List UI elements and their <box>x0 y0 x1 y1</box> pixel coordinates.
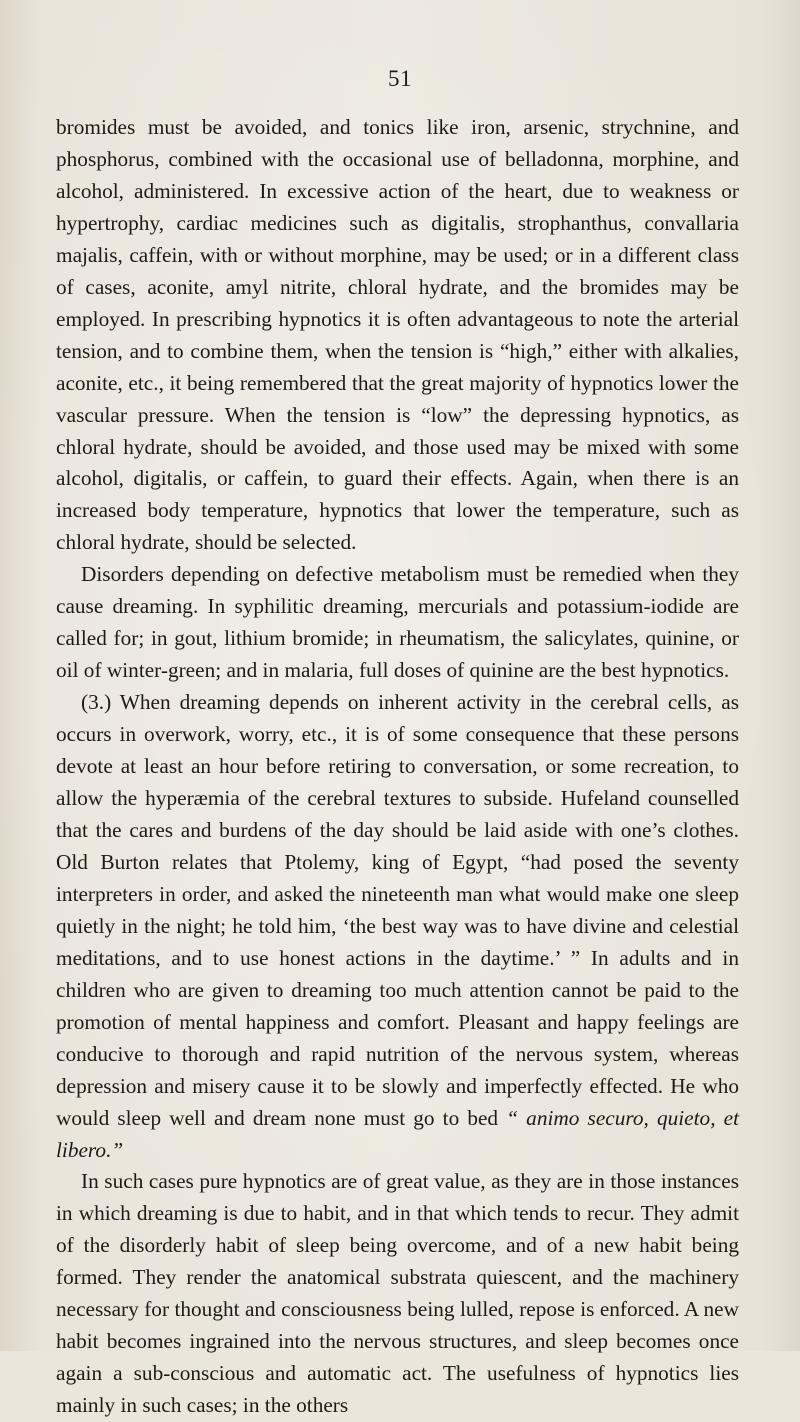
paragraph-4: In such cases pure hypnotics are of great value, as they are in those instances in which dreaming is due to habit, and in that which tends to recur. They admit of the disorderly habit of sleep being overcome, and of a new habit being formed. They render the anatomical substrata quiescent, and the machinery necessary for thought and consciousness being lulled, repose is enforced. A new habit becomes ingrained into the nervous structures, and sleep becomes once again a sub-conscious and automatic act. The usefulness of hypnotics lies mainly in such cases; in the others <box>56 1169 739 1418</box>
latin-quote: “ animo securo, quieto, et libero.” <box>56 1105 740 1162</box>
paragraph-3 <box>56 687 739 1166</box>
paragraph-2: Disorders depending on defective metabolism must be remedied when they cause dreaming. In syphilitic dreaming, mercurials and potassium-iodide are called for; in gout, lithium bromide; in rheumatism, the salicylates, quinine, or oil of winter-green; and in malaria, full doses of quinine are the best hypnotics. <box>56 562 739 683</box>
body-text <box>56 112 739 1422</box>
paragraph-3-text: (3.) When dreaming depends on inherent activity in the cerebral cells, as occurs in overwork, worry, etc., it is of some consequence that these persons devote at least an hour before retiring to conversation, or some recreation, to allow the hyperæmia of the cerebral textures to subside. Hufeland counselled that the cares and burdens of the day should be laid aside with one’s clothes. Old Burton relates that Ptolemy, king of Egypt, “had posed the seventy interpreters in order, and asked the nineteenth man what would make one sleep quietly in the night; he told him, ‘the best way was to have divine and celestial meditations, and to use honest actions in the daytime.’ ” In adults and in children who are given to dreaming too much attention cannot be paid to the promotion of mental happiness and comfort. Pleasant and happy feelings are conducive to thorough and rapid nutrition of the nervous system, whereas depression and misery cause it to be slowly and imperfectly effected. He who would sleep well and dream none must go to bed <box>56 690 739 1130</box>
paragraph-1: bromides must be avoided, and tonics like iron, arsenic, strychnine, and phosphorus, combined with the occasional use of belladonna, morphine, and alcohol, administered. In excessive action of the heart, due to weakness or hypertrophy, cardiac medicines such as digitalis, strophanthus, convallaria majalis, caffein, with or without morphine, may be used; or in a different class of cases, aconite, amyl nitrite, chloral hydrate, and the bromides may be employed. In prescribing hypnotics it is often advantageous to note the arterial tension, and to combine them, when the tension is “high,” either with alkalies, aconite, etc., it being remembered that the great majority of hypnotics lower the vascular pressure. When the tension is “low” the depressing hypnotics, as chloral hydrate, should be avoided, and those used may be mixed with some alcohol, digitalis, or caffein, to guard their effects. Again, when there is an increased body temperature, hypnotics that lower the temperature, such as chloral hydrate, should be selected. <box>56 115 739 555</box>
page-number: 51 <box>388 66 412 91</box>
